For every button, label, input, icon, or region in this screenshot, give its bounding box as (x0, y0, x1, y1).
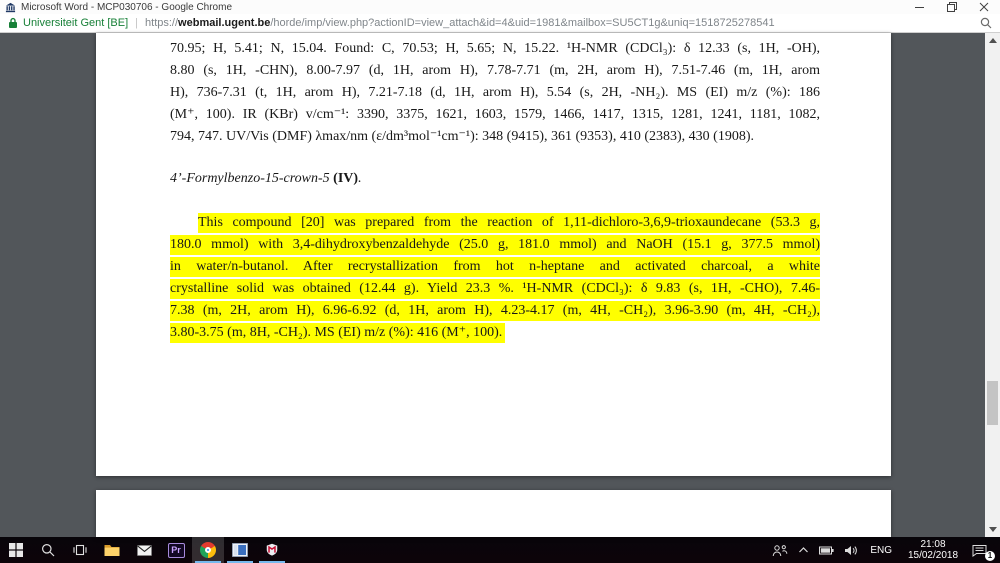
clock-date: 15/02/2018 (907, 550, 959, 561)
highlighted-line: 7.38 (m, 2H, arom H), 6.96-6.92 (d, 1H, arom H), 4.23-4.17 (m, 4H, -CH₂), 3.96-3.90 (m, 4H, -CH₂), (170, 300, 820, 322)
start-button[interactable] (0, 537, 32, 563)
speaker-icon (844, 545, 858, 556)
bank-building-icon (5, 2, 16, 13)
window-title: Microsoft Word - MCP030706 - Google Chrome (21, 1, 233, 13)
scrollbar-down-arrow[interactable] (985, 522, 1000, 537)
language-indicator[interactable]: ENG (870, 544, 892, 556)
paragraph-gap (170, 148, 820, 168)
highlighted-line: 3.80-3.75 (m, 8H, -CH₂). MS (EI) m/z (%): 416 (M⁺, 100). (170, 322, 505, 344)
url-path: /horde/imp/view.php?actionID=view_attach&id=4&uid=1981&mailbox=SU5CT1g&uniq=1518725278541 (270, 17, 775, 29)
volume-button[interactable] (839, 537, 863, 563)
window-title-bar[interactable] (0, 0, 1000, 14)
zoom-indicator-icon[interactable] (974, 17, 992, 29)
file-explorer-button[interactable] (96, 537, 128, 563)
battery-button[interactable] (814, 537, 839, 563)
app-window-icon (232, 543, 248, 557)
premiere-button[interactable] (160, 537, 192, 563)
chrome-icon (200, 542, 216, 558)
heading-bold-text: (IV) (333, 171, 359, 186)
close-button[interactable] (968, 0, 1000, 14)
address-bar[interactable] (0, 14, 1000, 33)
app-window-button[interactable] (224, 537, 256, 563)
minimize-button[interactable] (904, 0, 936, 14)
notification-badge: 1 (985, 551, 995, 561)
document-page-1 (96, 33, 891, 476)
action-center-button[interactable] (967, 537, 995, 563)
url-domain: webmail.ugent.be (178, 17, 271, 29)
windows-logo-icon (9, 543, 23, 557)
document-line: 70.95; H, 5.41; N, 15.04. Found: C, 70.53; H, 5.65; N, 15.22. ¹H-NMR (CDCl₃): δ 12.33 (s, 1H, -OH), (170, 41, 820, 56)
document-line: H), 736-7.31 (t, 1H, arom H), 7.21-7.18 (d, 1H, arom H), 5.54 (s, 2H, -NH₂). MS (EI) m/z (%): 186 (170, 85, 820, 100)
battery-icon (819, 546, 834, 555)
scrollbar-thumb[interactable] (987, 381, 998, 425)
vertical-scrollbar[interactable] (985, 33, 1000, 537)
heading-tail-text: . (358, 171, 362, 186)
highlighted-line: crystalline solid was obtained (12.44 g). Yield 23.3 %. ¹H-NMR (CDCl₃): δ 9.83 (s, 1H, -CHO), 7.46- (170, 278, 820, 300)
mail-button[interactable] (128, 537, 160, 563)
clock-time: 21:08 (920, 539, 946, 550)
task-view-icon (73, 544, 87, 556)
document-viewer (0, 33, 1000, 537)
windows-taskbar (0, 537, 1000, 563)
document-line: 794, 747. UV/Vis (DMF) λmax/nm (ε/dm³mol⁻¹cm⁻¹): 348 (9415), 361 (9353), 410 (2383), 430 (1908). (170, 129, 754, 144)
system-tray (767, 537, 1000, 563)
document-page-2 (96, 490, 891, 537)
url-text[interactable] (145, 17, 974, 29)
premiere-icon: Pr (168, 543, 185, 558)
scrollbar-up-arrow[interactable] (985, 33, 1000, 48)
chevron-up-icon (798, 546, 809, 554)
envelope-icon (137, 545, 152, 556)
search-icon (41, 543, 55, 557)
compound-heading (170, 168, 820, 190)
highlighted-line: 180.0 mmol) with 3,4-dihydroxybenzaldehyde (25.0 g, 181.0 mmol) and NaOH (15.1 g, 377.5 mmol) (170, 234, 820, 256)
paragraph-gap (170, 190, 820, 212)
mcafee-shield-icon (265, 543, 279, 557)
task-view-button[interactable] (64, 537, 96, 563)
url-protocol: https:// (145, 17, 179, 29)
clock[interactable] (899, 537, 967, 563)
identity-separator: | (135, 17, 139, 29)
people-button[interactable] (767, 537, 793, 563)
mcafee-button[interactable] (256, 537, 288, 563)
document-line: (M⁺, 100). IR (KBr) v/cm⁻¹: 3390, 3375, 1621, 1603, 1579, 1466, 1417, 1315, 1281, 1241, 1181, 1082, (170, 107, 820, 122)
search-button[interactable] (32, 537, 64, 563)
hidden-icons-button[interactable] (793, 537, 814, 563)
highlighted-line: in water/n-butanol. After recrystallization from hot n-heptane and activated charcoal, a white (170, 256, 820, 278)
heading-italic-text: 4’-Formylbenzo-15-crown-5 (170, 171, 334, 186)
document-line: 8.80 (s, 1H, -CHN), 8.00-7.97 (d, 1H, arom H), 7.78-7.71 (m, 2H, arom H), 7.51-7.46 (m, 1H, arom (170, 63, 820, 78)
restore-button[interactable] (936, 0, 968, 14)
highlighted-line: This compound [20] was prepared from the reaction of 1,11-dichloro-3,6,9-trioxaundecane (53.3 g, (198, 212, 820, 234)
lock-icon (8, 17, 18, 29)
site-identity[interactable]: Universiteit Gent [BE] (23, 17, 129, 29)
chrome-button[interactable] (192, 537, 224, 563)
people-icon (772, 544, 788, 557)
folder-icon (104, 544, 120, 557)
